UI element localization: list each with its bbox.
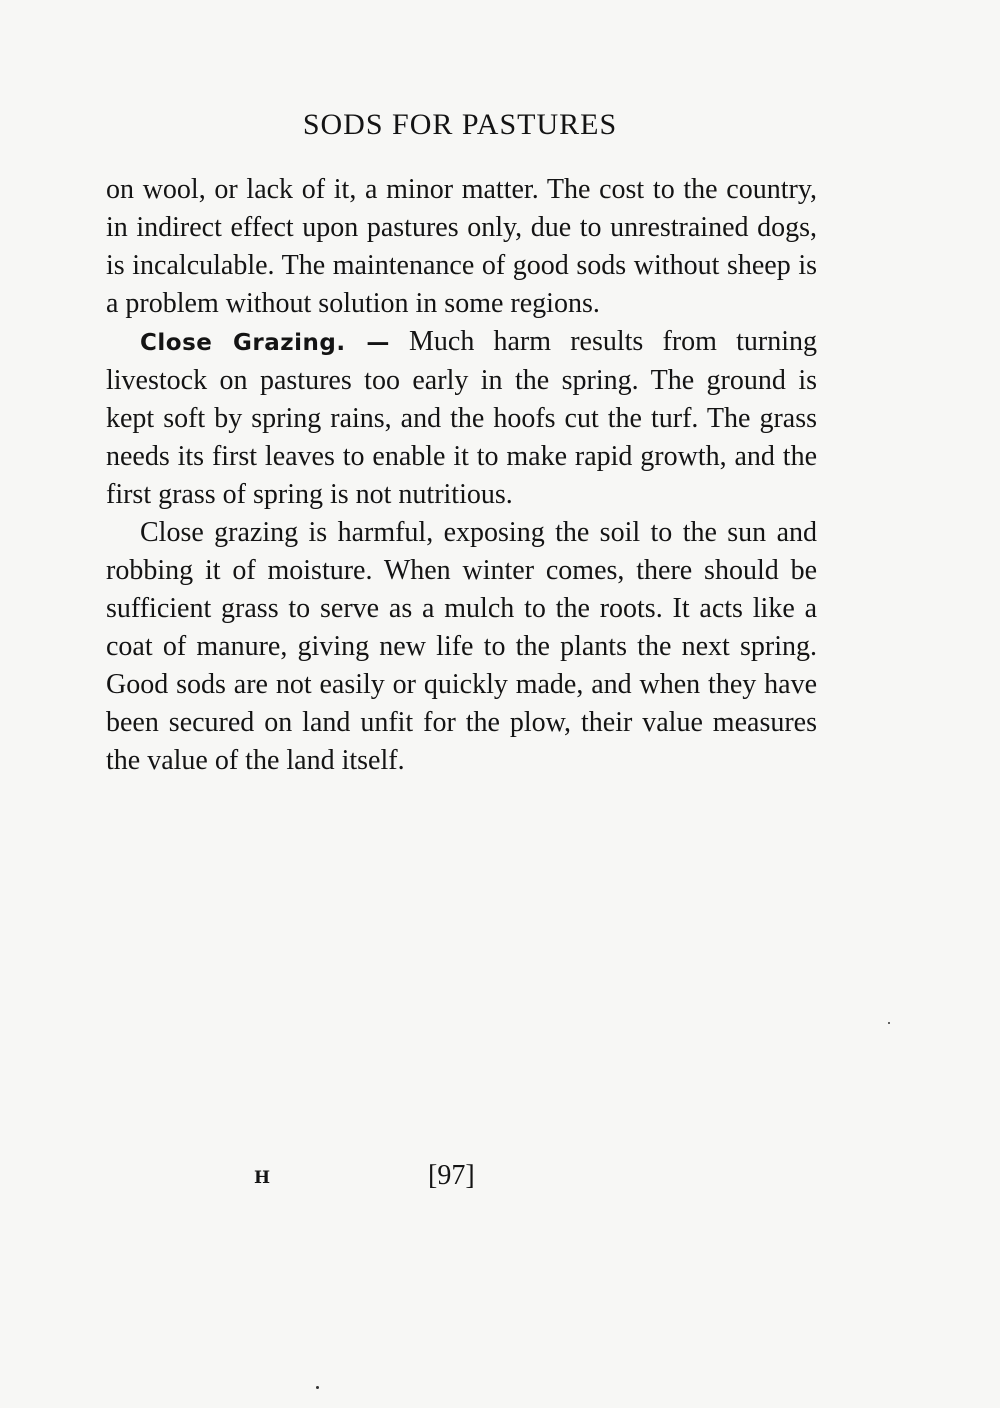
paragraph-2-text: Much harm results from turning livestock on pastures too early in the spring. The ground is kept soft by spring rains, and the hoofs cut the turf. The grass needs its first leaves to enable it to make rapid growth, and the first grass of spring is not nutritious. [106,326,817,510]
paper-speck-1 [316,1386,319,1389]
paragraph-3: Close grazing is harmful, exposing the soil to the sun and robbing it of moisture. When winter comes, there should be sufficient grass to serve as a mulch to the roots. It acts like a coat of manure, giving new life to the plants the next spring. Good sods are not easily or quickly made, and when they have been secured on land unfit for the plow, their value measures the value of the land itself. [106,517,817,776]
page-number: [97] [428,1160,475,1191]
paragraph-2 [106,323,817,514]
paragraph-1: on wool, or lack of it, a minor matter. The cost to the country, in indirect effect upon pastures only, due to unrestrained dogs, is incalculable. The maintenance of good sods without sheep is a problem without solution in some regions. [106,174,817,319]
section-heading-close-grazing: Close Grazing. — [140,330,390,356]
signature-mark: H [254,1168,271,1188]
running-head: SODS FOR PASTURES [302,108,618,141]
body-text [106,171,817,780]
paper-speck-2 [888,1022,890,1024]
